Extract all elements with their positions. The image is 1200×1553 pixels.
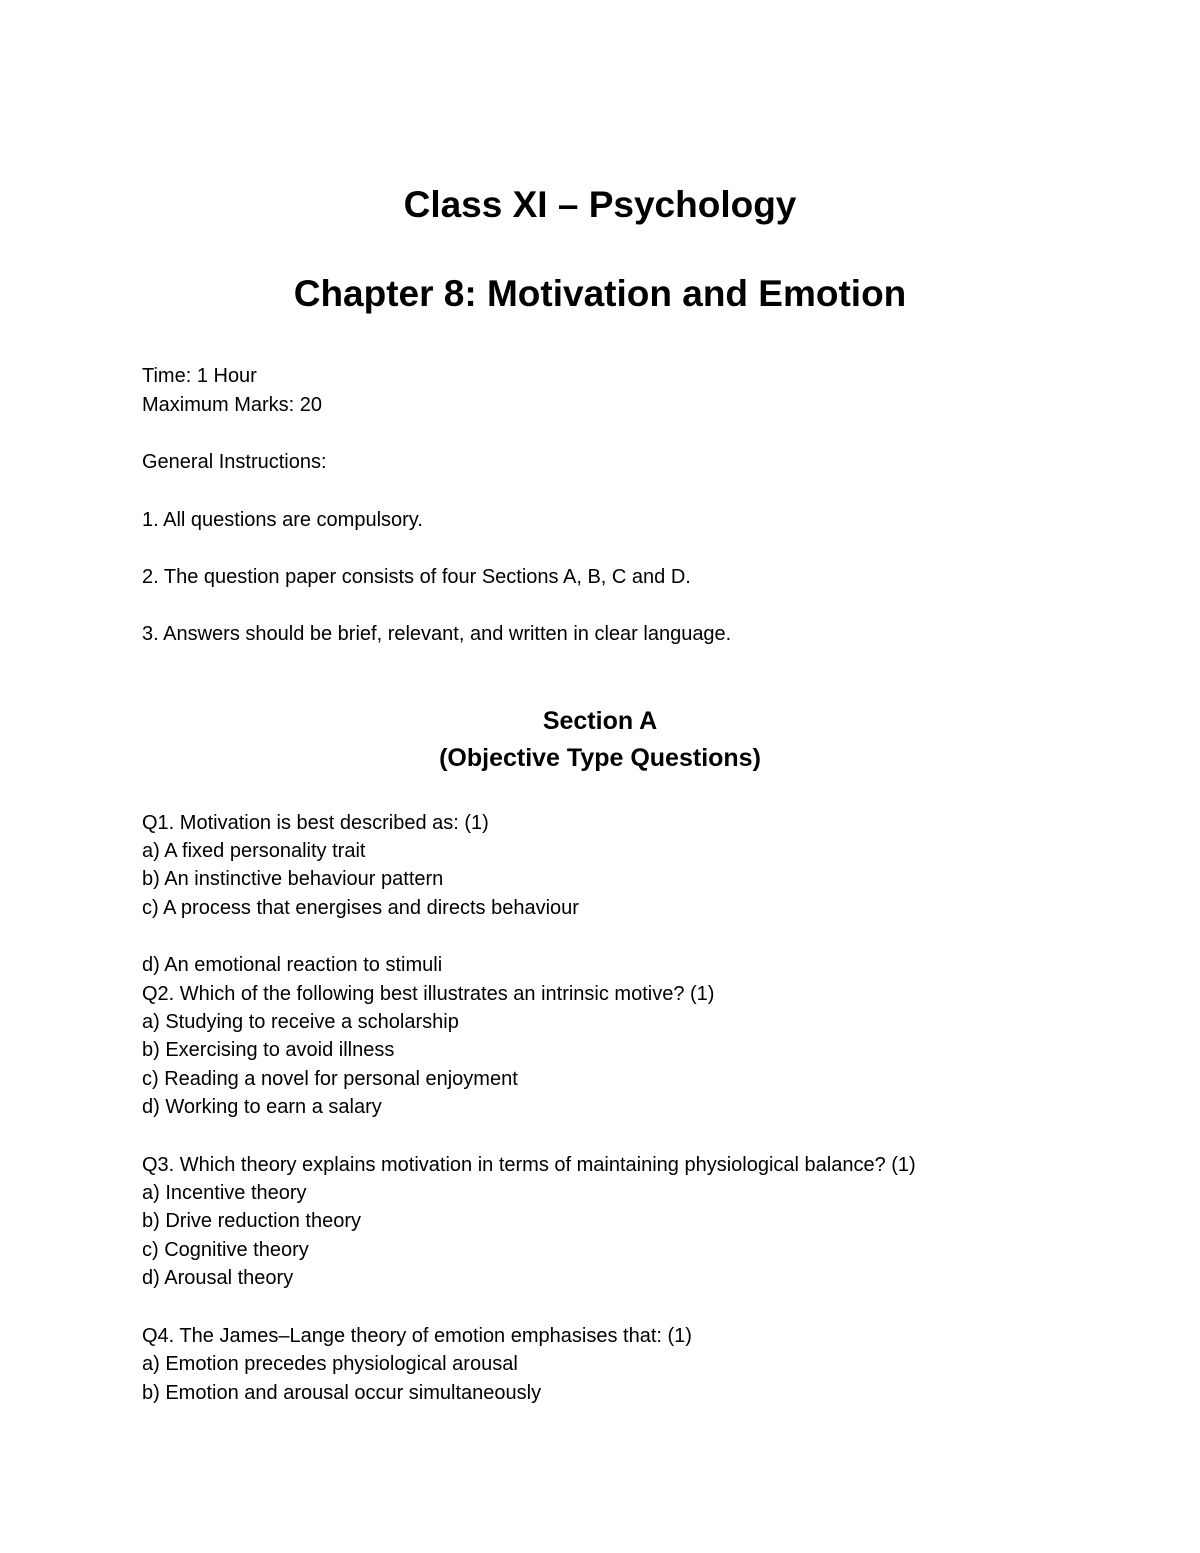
question-option: d) An emotional reaction to stimuli — [142, 954, 443, 976]
question-option: b) Drive reduction theory — [142, 1210, 361, 1232]
question-option: c) Reading a novel for personal enjoyment — [142, 1068, 518, 1090]
exam-max-marks: Maximum Marks: 20 — [142, 394, 323, 416]
section-subtitle: (Objective Type Questions) — [439, 744, 761, 772]
question-option: b) An instinctive behaviour pattern — [142, 868, 444, 890]
instruction-item: 3. Answers should be brief, relevant, and written in clear language. — [142, 623, 732, 645]
chapter-title: Chapter 8: Motivation and Emotion — [293, 273, 907, 314]
question-text: Q2. Which of the following best illustrates an intrinsic motive? (1) — [142, 983, 715, 1005]
question-text: Q1. Motivation is best described as: (1) — [142, 812, 489, 834]
page-title: Class XI – Psychology — [403, 184, 797, 225]
question-text: Q3. Which theory explains motivation in terms of maintaining physiological balance? (1) — [142, 1154, 916, 1176]
question-option: b) Emotion and arousal occur simultaneously — [142, 1382, 542, 1404]
instructions-heading: General Instructions: — [142, 451, 327, 473]
question-option: d) Arousal theory — [142, 1267, 294, 1289]
question-option: a) A fixed personality trait — [142, 840, 366, 862]
question-option: d) Working to earn a salary — [142, 1096, 382, 1118]
instruction-item: 1. All questions are compulsory. — [142, 509, 423, 531]
question-option: a) Studying to receive a scholarship — [142, 1011, 459, 1033]
section-title: Section A — [542, 707, 658, 735]
question-option: c) Cognitive theory — [142, 1239, 309, 1261]
question-option: a) Incentive theory — [142, 1182, 307, 1204]
exam-time: Time: 1 Hour — [142, 365, 257, 387]
question-option: a) Emotion precedes physiological arousal — [142, 1353, 518, 1375]
question-option: b) Exercising to avoid illness — [142, 1039, 395, 1061]
question-option: c) A process that energises and directs behaviour — [142, 897, 579, 919]
instruction-item: 2. The question paper consists of four Sections A, B, C and D. — [142, 566, 691, 588]
question-text: Q4. The James–Lange theory of emotion emphasises that: (1) — [142, 1325, 692, 1347]
